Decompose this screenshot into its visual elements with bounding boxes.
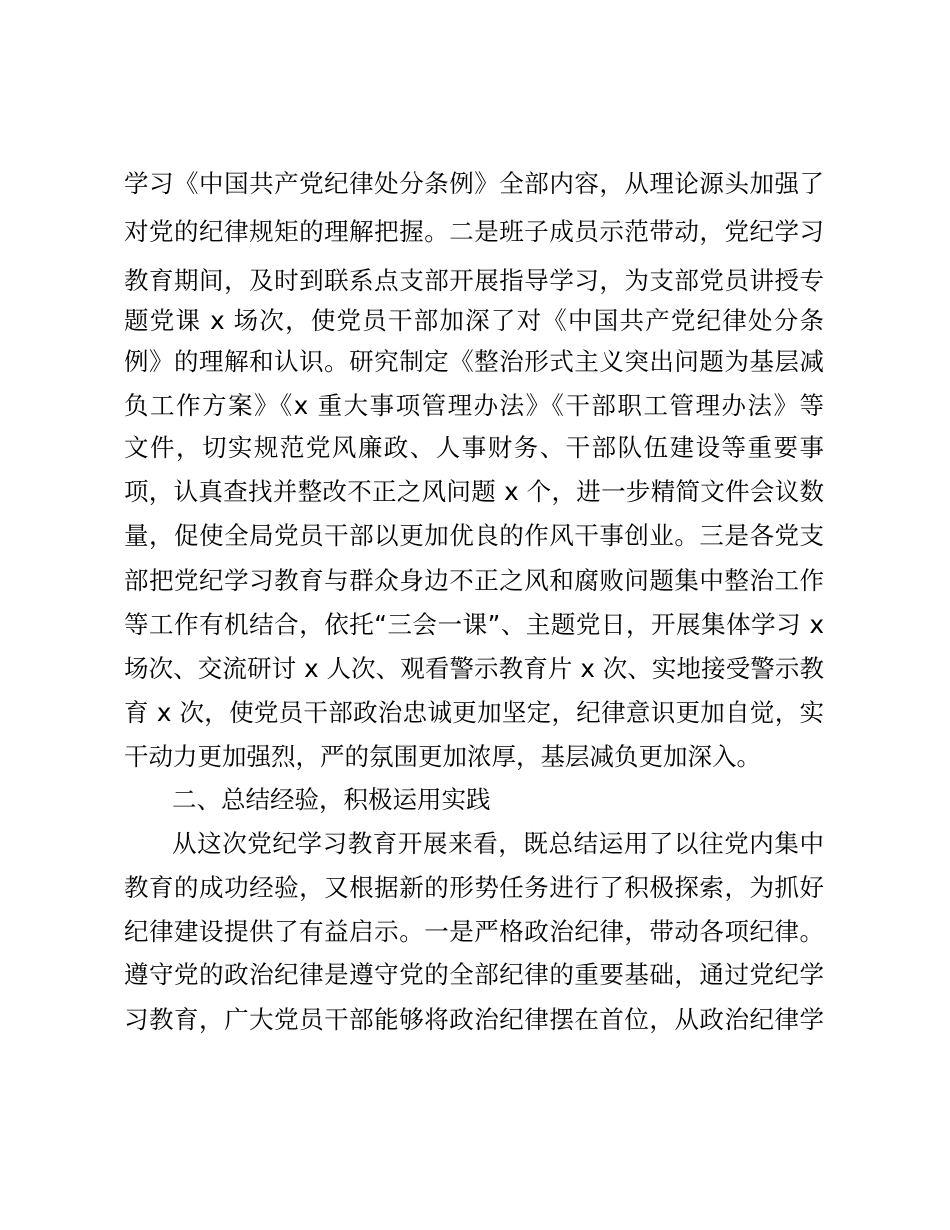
text-line: 教育期间，及时到联系点支部开展指导学习，为支部党员讲授专 [124,266,824,295]
text-line: 纪律建设提供了有益启示。一是严格政治纪律，带动各项纪律。 [124,917,824,946]
text-line: 教育的成功经验，又根据新的形势任务进行了积极探索，为抓好 [124,873,824,902]
text-line: 遵守党的政治纪律是遵守党的全部纪律的重要基础，通过党纪学 [124,960,824,989]
text-line: 文件，切实规范党风廉政、人事财务、干部队伍建设等重要事 [124,433,824,462]
text-line: 部把党纪学习教育与群众身边不正之风和腐败问题集中整治工作 [124,566,824,595]
text-line: 负工作方案》《x 重大事项管理办法》《干部职工管理办法》等 [124,391,824,420]
text-line: 例》的理解和认识。研究制定《整治形式主义突出问题为基层减 [124,347,824,376]
text-line: 从这次党纪学习教育开展来看，既总结运用了以往党内集中 [172,829,824,858]
text-line: 习教育，广大党员干部能够将政治纪律摆在首位，从政治纪律学 [124,1005,824,1034]
text-line: 对党的纪律规矩的理解把握。二是班子成员示范带动，党纪学习 [124,217,824,246]
text-line: 干动力更加强烈，严的氛围更加浓厚，基层减负更加深入。 [124,742,761,771]
text-line: 项，认真查找并整改不正之风问题 x 个，进一步精简文件会议数 [124,477,824,506]
text-line: 场次、交流研讨 x 人次、观看警示教育片 x 次、实地接受警示教 [124,654,824,683]
text-line: 量，促使全局党员干部以更加优良的作风干事创业。三是各党支 [124,521,824,550]
text-line: 等工作有机结合，依托“三会一课”、主题党日，开展集体学习 x [124,610,824,639]
text-line: 学习《中国共产党纪律处分条例》全部内容，从理论源头加强了 [124,169,824,198]
text-line: 育 x 次，使党员干部政治忠诚更加坚定，纪律意识更加自觉，实 [124,698,824,727]
text-line: 题党课 x 场次，使党员干部加深了对《中国共产党纪律处分条 [124,306,824,335]
section-heading: 二、总结经验，积极运用实践 [172,785,491,814]
